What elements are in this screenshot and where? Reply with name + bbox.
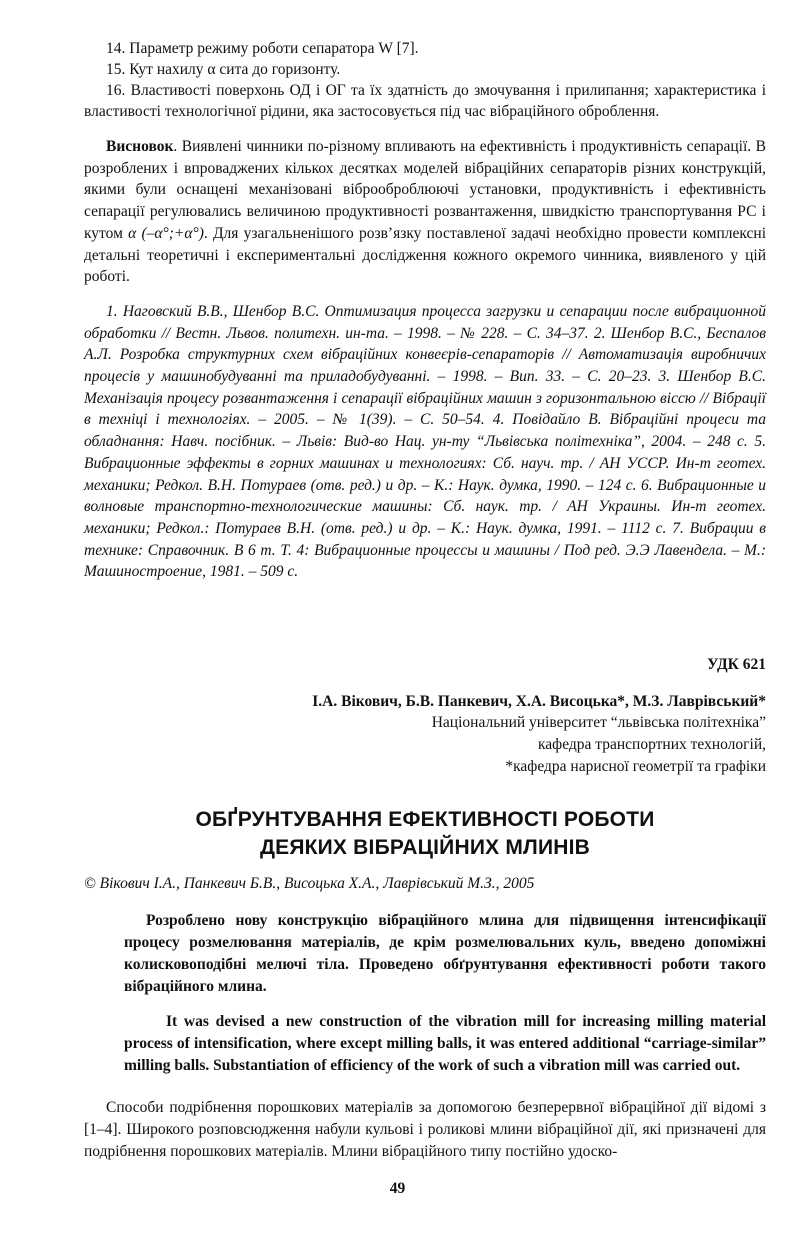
abstract-english: It was devised a new construction of the vibration mill for increasing milling material process of intensification, where except milling balls, it was entered additional “carriage-similar” milling balls. Substantiation of efficiency of the work of such a vibration mill was carried out.	[124, 1013, 766, 1075]
angle-formula: α (–α°;+α°)	[128, 224, 204, 242]
copyright: © Вікович І.А., Панкевич Б.В., Висоцька Х.А., Лаврівський М.З., 2005	[84, 875, 535, 893]
title-line: ДЕЯКИХ ВІБРАЦІЙНИХ МЛИНІВ	[259, 836, 591, 860]
list-item: 15. Кут нахилу α сита до горизонту.	[106, 61, 341, 78]
udk-code: УДК 621	[707, 656, 766, 674]
affiliation-line: кафедра транспортних технологій,	[538, 736, 766, 754]
body-paragraph: Способи подрібнення порошкових матеріалів за допомогою безперервної вібраційної дії відомі з [1–4]. Широкого розповсюдження набули кульові і роликові млини вібраційної дії, які призначені для подрібнення порошкових матеріалів. Млини вібраційного типу постійно удоско-	[84, 1099, 766, 1161]
title-line: ОБҐРУНТУВАННЯ ЕФЕКТИВНОСТІ РОБОТИ	[195, 808, 655, 832]
references: 1. Наговский В.В., Шенбор В.С. Оптимизация процесса загрузки и сепарации после вибрационной обработки // Вестн. Львов. политехн. ин-та. – 1998. – № 228. – С. 34–37. 2. Шенбор В.С., Беспалов А.Л. Розробка структурних схем вібраційних конвеєрів-сепараторів // Автоматизація виробничих процесів у машинобудуванні та приладобудуванні. – 1998. – Вип. 33. – С. 20–23. 3. Шенбор В.С. Механізація процесу розвантаження і сепарації вібраційних машин з горизонтальною віссю // Вібрації в техніці і технологіях. – 2005. – № 1(39). – С. 50–54. 4. Повідайло В. Вібраційні процеси та обладнання: Навч. посібник. – Львів: Вид-во Нац. ун-ту “Львівська політехніка”, 2004. – 248 с. 5. Вибрационные эффекты в горних машинах и технологиях: Сб. науч. тр. / АН УССР. Ин-т геотех. механики; Редкол. В.Н. Потураев (отв. ред.) и др. – К.: Наук. думка, 1990. – 124 с. 6. Вибрационные и волновые транспортно-технологические машины: Сб. наук. тр. / АН Украины. Ин-т геотех. механики; Редкол.: Потураев В.Н. (отв. ред.) и др. – К.: Наук. думка, 1991. – 1112 с. 7. Вибрации в технике: Справочник. В 6 т. Т. 4: Вибрационные процессы и машины / Под ред. Э.Э Лавендела. – М.: Машиностроение, 1981. – 509 с.	[84, 302, 766, 581]
affiliation-line: Національний університет “львівська політехніка”	[431, 714, 766, 732]
page-number: 49	[389, 1180, 406, 1197]
conclusion-text: . Виявлені чинники по-різному впливають на ефективність і продуктивність сепарації. В розроблених і впроваджених кількох десятках моделей вібраційних сепараторів різних конструкцій, якими були оснащені механізовані віброоброблюючі установки, продуктивність і ефективність сепарації регулювались величиною продуктивності розвантаження, швидкістю транспортування РС і кутом	[84, 138, 766, 242]
affiliation-line: *кафедра нарисної геометрії та графіки	[505, 758, 766, 776]
page-content	[84, 38, 766, 1163]
list-item: 16. Властивості поверхонь ОД і ОГ та їх здатність до змочування і прилипання; характеристика і властивості технологічної рідини, яка застосовується під час вібраційного оброблення.	[84, 82, 766, 120]
article-title	[84, 806, 766, 862]
conclusion-paragraph	[84, 136, 766, 288]
conclusion-text-end: . Для узагальненішого розв’язку поставленої задачі необхідно провести комплексні детальні теоретичні і експериментальні дослідження кожного окремого чинника, виявленого у цій роботі.	[84, 224, 767, 286]
conclusion-lead: Висновок	[106, 138, 174, 155]
parameter-list	[84, 38, 766, 122]
article-authors: І.А. Вікович, Б.В. Панкевич, Х.А. Висоцька*, М.З. Лаврівський*	[312, 693, 766, 711]
list-item: 14. Параметр режиму роботи сепаратора W [7].	[106, 40, 419, 57]
abstract-ukrainian: Розроблено нову конструкцію вібраційного млина для підвищення інтенсифікації процесу розмелювання матеріалів, де крім розмелювальних куль, введено допоміжні колисковоподібні мелючі тіла. Проведено обґрунтування ефективності роботи такого вібраційного млина.	[124, 912, 766, 996]
